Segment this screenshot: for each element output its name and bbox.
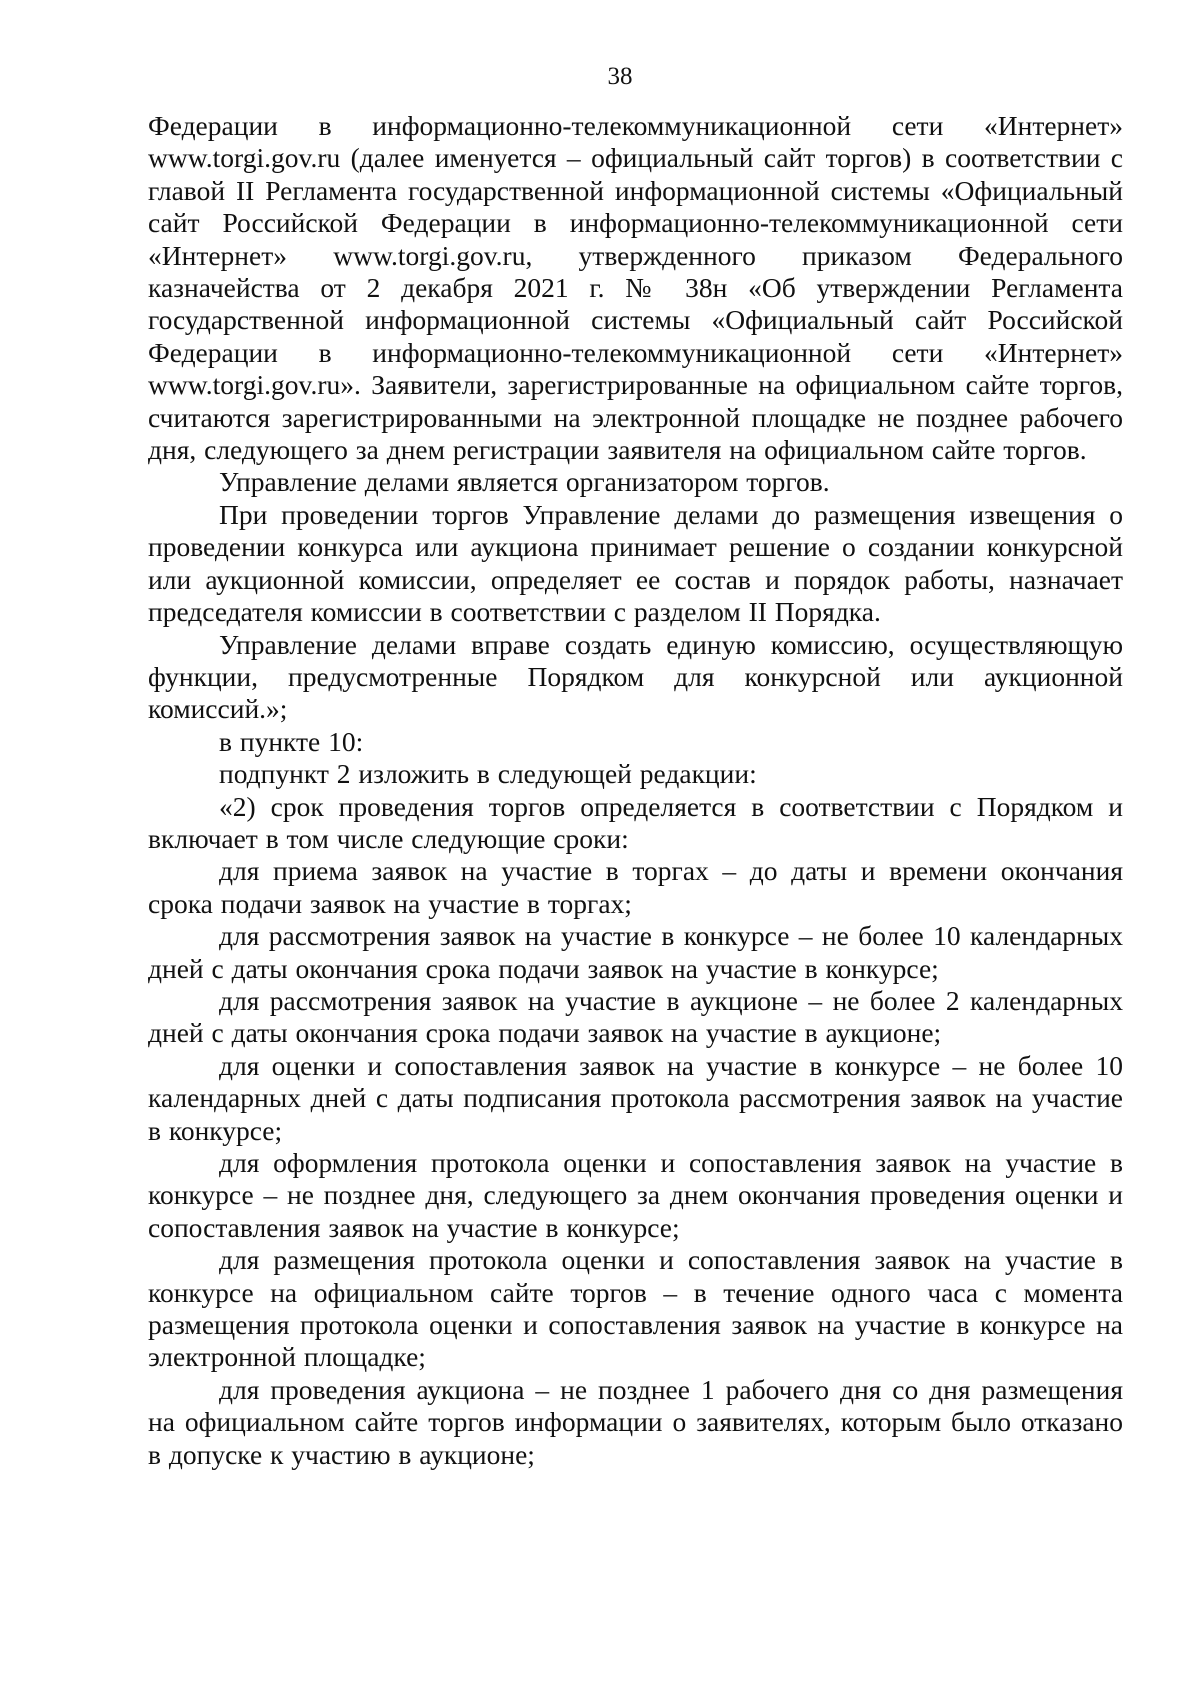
- paragraph: для размещения протокола оценки и сопоставления заявок на участие в конкурсе на официальном сайте торгов – в течение одного часа с момента размещения протокола оценки и сопоставления заявок на участие в конкурсе на электронной площадке;: [148, 1244, 1123, 1373]
- paragraph: подпункт 2 изложить в следующей редакции:: [219, 758, 757, 790]
- page-number: 38: [607, 63, 633, 90]
- paragraph: Федерации в информационно-телекоммуникационной сети «Интернет» www.torgi.gov.ru (далее именуется – официальный сайт торгов) в соответствии с главой II Регламента государственной информационной системы «Официальный сайт Российской Федерации в информационно-телекоммуникационной сети «Интернет» www.torgi.gov.ru, утвержденного приказом Федерального казначейства от 2 декабря 2021 г. № 38н «Об утверждении Регламента государственной информационной системы «Официальный сайт Российской Федерации в информационно-телекоммуникационной сети «Интернет» www.torgi.gov.ru». Заявители, зарегистрированные на официальном сайте торгов, считаются зарегистрированными на электронной площадке не позднее рабочего дня, следующего за днем регистрации заявителя на официальном сайте торгов.: [148, 110, 1123, 466]
- paragraph: для проведения аукциона – не позднее 1 рабочего дня со дня размещения на официальном сайте торгов информации о заявителях, которым было отказано в допуске к участию в аукционе;: [148, 1373, 1123, 1470]
- paragraph: в пункте 10:: [219, 725, 364, 757]
- paragraph: При проведении торгов Управление делами до размещения извещения о проведении конкурса или аукциона принимает решение о создании конкурсной или аукционной комиссии, определяет ее состав и порядок работы, назначает председателя комиссии в соответствии с разделом II Порядка.: [148, 498, 1123, 628]
- paragraph: для рассмотрения заявок на участие в конкурсе – не более 10 календарных дней с даты окончания срока подачи заявок на участие в конкурсе;: [148, 920, 1123, 984]
- paragraph: для оценки и сопоставления заявок на участие в конкурсе – не более 10 календарных дней с даты подписания протокола рассмотрения заявок на участие в конкурсе;: [148, 1049, 1123, 1146]
- document-body: [148, 110, 1123, 1471]
- paragraph: Управление делами вправе создать единую комиссию, осуществляющую функции, предусмотренные Порядком для конкурсной или аукционной комиссий.»;: [148, 628, 1123, 725]
- paragraph: Управление делами является организатором торгов.: [219, 466, 830, 498]
- paragraph: для рассмотрения заявок на участие в аукционе – не более 2 календарных дней с даты окончания срока подачи заявок на участие в аукционе;: [148, 984, 1123, 1049]
- paragraph: для оформления протокола оценки и сопоставления заявок на участие в конкурсе – не позднее дня, следующего за днем окончания проведения оценки и сопоставления заявок на участие в конкурсе;: [148, 1147, 1123, 1243]
- paragraph: «2) срок проведения торгов определяется в соответствии с Порядком и включает в том числе следующие сроки:: [148, 790, 1123, 854]
- paragraph: для приема заявок на участие в торгах – до даты и времени окончания срока подачи заявок на участие в торгах;: [148, 855, 1123, 919]
